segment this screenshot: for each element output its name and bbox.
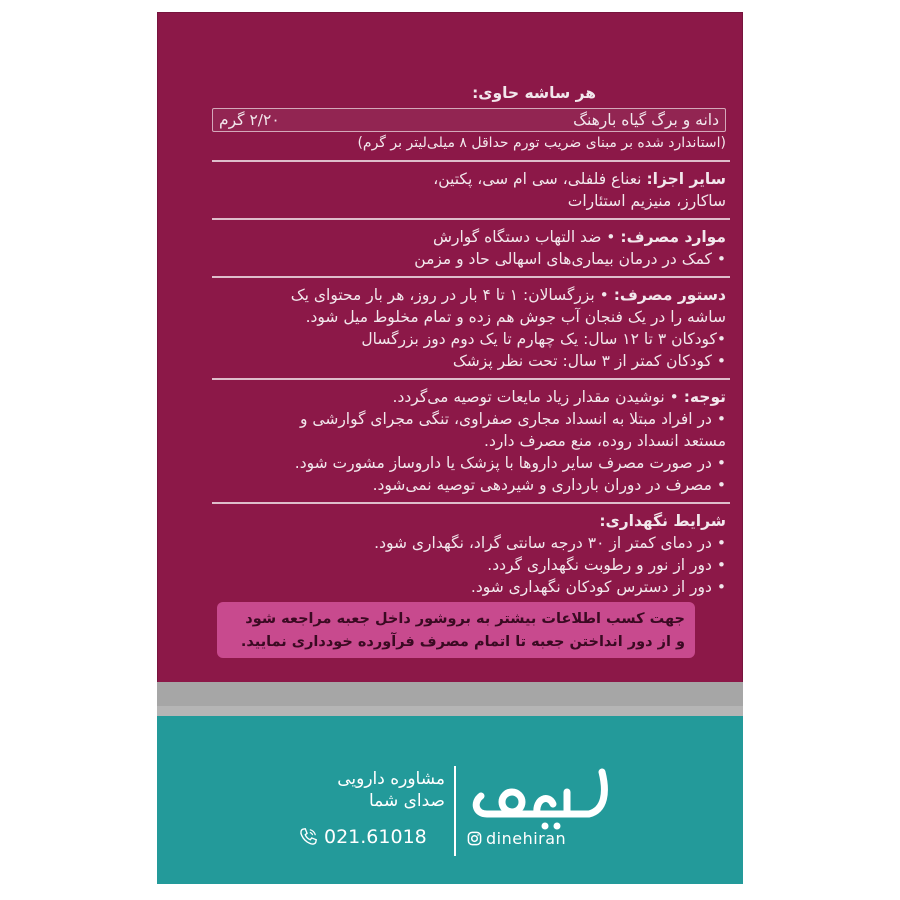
notes-label: توجه: [683, 388, 726, 406]
dosage-label: دستور مصرف: [613, 286, 726, 304]
consult-line-2: صدای شما [368, 791, 445, 811]
dosage-line-2: ساشه را در یک فنجان آب جوش هم زده و تمام مخلوط میل شود. [305, 308, 726, 326]
ingredients-label: سایر اجزا: [646, 170, 726, 188]
uses-section [212, 220, 730, 278]
instagram-text: dinehiran [486, 829, 567, 848]
package-back [157, 12, 743, 884]
standard-note: (استاندارد شده بر مبنای ضریب تورم حداقل ۸ میلی‌لیتر بر گرم) [357, 135, 726, 151]
notes-line-1: • نوشیدن مقدار زیاد مایعات توصیه می‌گردد. [392, 388, 679, 406]
consultation-block [275, 768, 445, 812]
herb-row [212, 108, 726, 132]
dineh-logo [467, 747, 612, 832]
storage-section [212, 504, 730, 604]
instagram-handle[interactable] [467, 829, 566, 848]
herb-dose: ۲/۲۰ گرم [219, 111, 280, 129]
ingredients-section [212, 162, 730, 220]
storage-label: شرایط نگهداری: [599, 512, 726, 530]
storage-line-3: • دور از دسترس کودکان نگهداری شود. [470, 578, 726, 596]
leaflet-note-line-1: جهت کسب اطلاعات بیشتر به بروشور داخل جعبه مراجعه شود [245, 611, 685, 627]
notes-line-5: • مصرف در دوران بارداری و شیردهی توصیه نمی‌شود. [372, 476, 726, 494]
notes-line-2: • در افراد مبتلا به انسداد مجاری صفراوی، تنگی مجرای گوارشی و [300, 410, 726, 428]
phone-text: 021.61018 [324, 826, 427, 848]
brand-footer [157, 716, 743, 884]
leaflet-note [217, 602, 695, 658]
light-stripe [157, 706, 743, 716]
dosage-line-4: • کودکان کمتر از ۳ سال: تحت نظر پزشک [452, 352, 726, 370]
phone-icon [297, 826, 319, 848]
dosage-line-3: •کودکان ۳ تا ۱۲ سال: یک چهارم تا یک دوم دوز بزرگسال [361, 330, 726, 348]
uses-label: موارد مصرف: [620, 228, 726, 246]
consult-line-1: مشاوره دارویی [337, 769, 445, 789]
ingredients-line-1: نعناع فلفلی، سی ام سی، پکتین، [433, 170, 642, 188]
phone-number[interactable] [297, 826, 427, 848]
herb-name: دانه و برگ گیاه بارهنگ [573, 111, 719, 129]
uses-line-1: • ضد التهاب دستگاه گوارش [433, 228, 616, 246]
info-panel [212, 82, 730, 604]
notes-line-3: مستعد انسداد روده، منع مصرف دارد. [484, 432, 726, 450]
leaflet-note-line-2: و از دور انداختن جعبه تا اتمام مصرف فرآورده خودداری نمایید. [240, 634, 685, 650]
uses-line-2: • کمک در درمان بیماری‌های اسهالی حاد و مزمن [414, 250, 726, 268]
sachet-section [212, 82, 730, 162]
storage-line-2: • دور از نور و رطوبت نگهداری گردد. [487, 556, 726, 574]
footer-divider [454, 766, 456, 856]
instagram-icon [467, 831, 482, 846]
ingredients-line-2: ساکارز، منیزیم استئارات [567, 192, 726, 210]
notes-line-4: • در صورت مصرف سایر داروها با پزشک یا داروساز مشورت شود. [294, 454, 726, 472]
dosage-section [212, 278, 730, 380]
notes-section [212, 380, 730, 504]
logo-text: دینه [467, 747, 492, 766]
gray-stripe [157, 682, 743, 706]
sachet-heading: هر ساشه حاوی: [472, 84, 596, 102]
dosage-line-1: • بزرگسالان: ۱ تا ۴ بار در روز، هر بار محتوای یک [290, 286, 609, 304]
storage-line-1: • در دمای کمتر از ۳۰ درجه سانتی گراد، نگهداری شود. [374, 534, 726, 552]
